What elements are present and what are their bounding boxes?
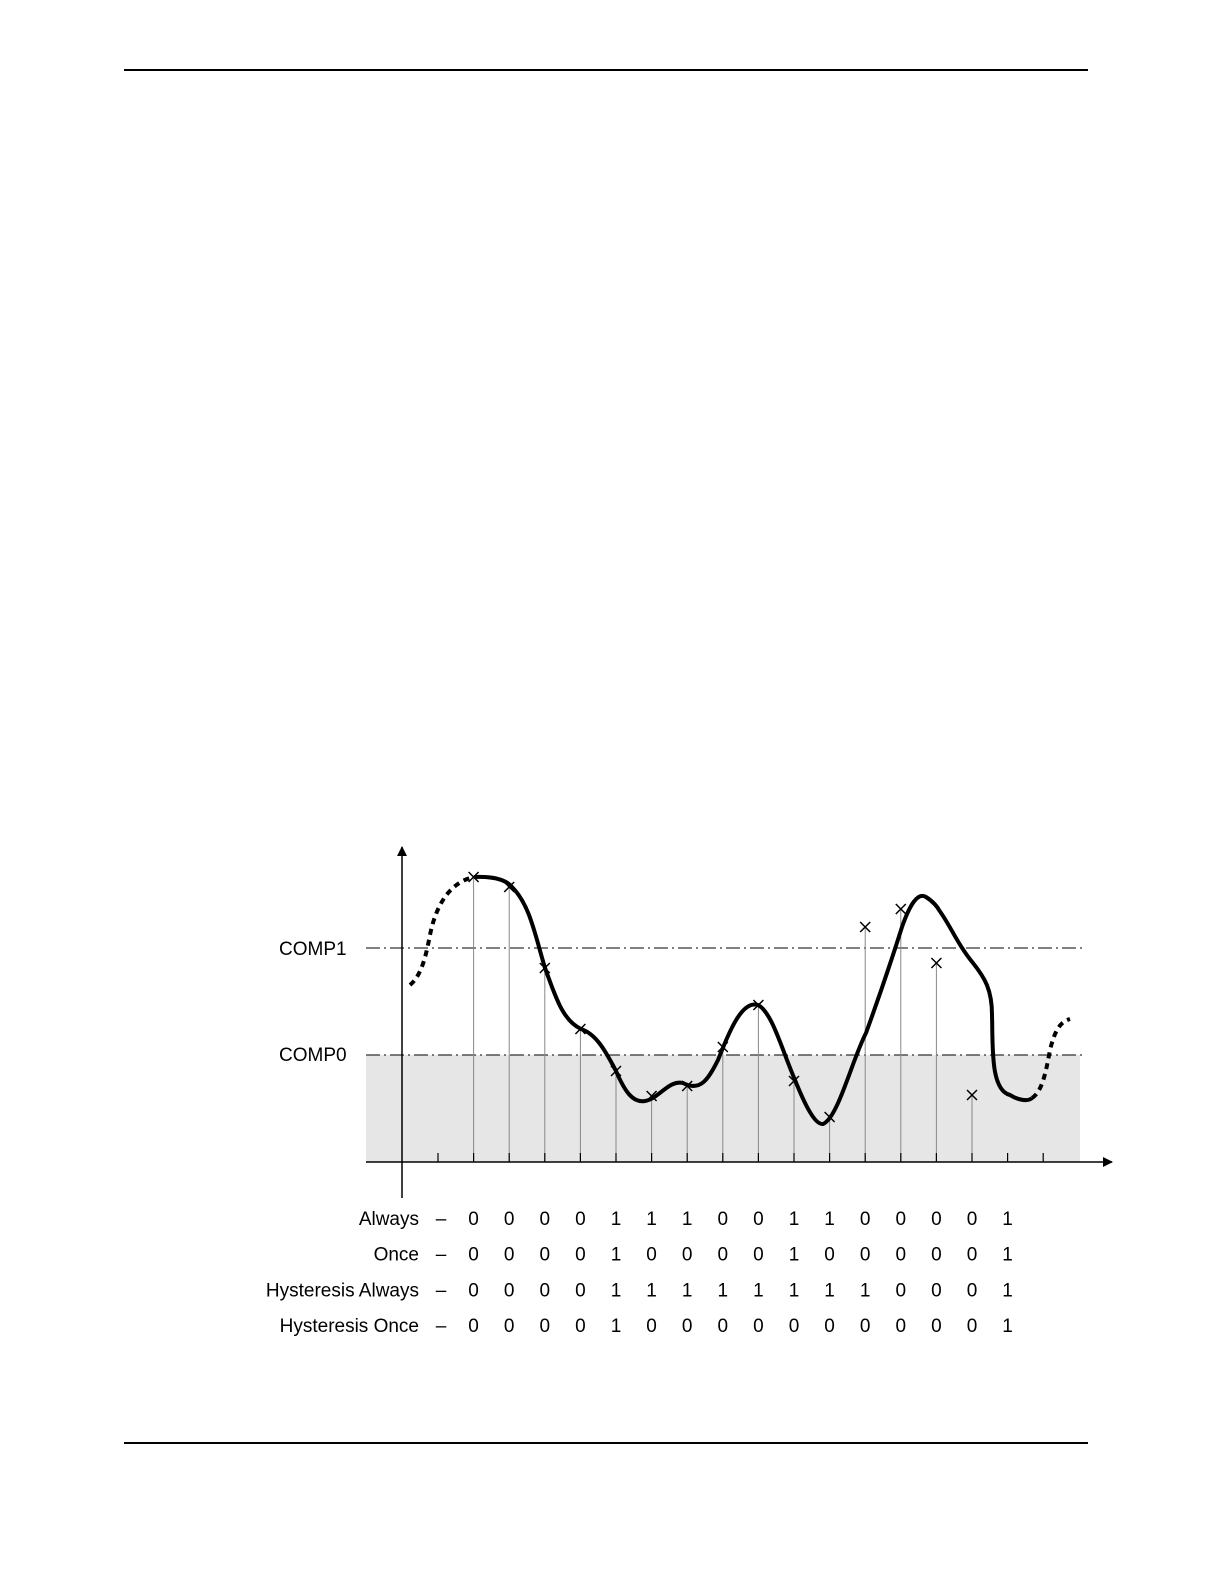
row-value: 0 <box>931 1244 942 1266</box>
row-value: 1 <box>610 1209 622 1230</box>
row-value: 0 <box>468 1209 479 1230</box>
row-value: 0 <box>788 1316 800 1338</box>
row-value: 1 <box>1002 1280 1013 1302</box>
row-value: 0 <box>468 1280 479 1302</box>
row-value: 0 <box>859 1316 871 1338</box>
row-label: Hysteresis Once <box>279 1316 419 1338</box>
row-value: 0 <box>575 1244 586 1266</box>
row-value: 1 <box>788 1244 800 1266</box>
row-value: 1 <box>859 1280 871 1302</box>
row-value: 1 <box>681 1209 693 1230</box>
row-value: 0 <box>753 1316 764 1338</box>
comp1-label: COMP1 <box>279 939 347 960</box>
row-value: 0 <box>931 1209 942 1230</box>
row-value: 1 <box>1002 1209 1013 1230</box>
footer-rule <box>124 1442 1088 1444</box>
row-value: 0 <box>966 1280 978 1302</box>
row-value: 0 <box>539 1244 551 1266</box>
row-value: 0 <box>895 1280 907 1302</box>
row-value: 0 <box>931 1280 942 1302</box>
row-label: Hysteresis Always <box>265 1280 419 1302</box>
row-label: Once <box>373 1244 419 1266</box>
row-value: 1 <box>646 1280 657 1302</box>
row-value: 0 <box>717 1316 729 1338</box>
row-value: 0 <box>646 1316 657 1338</box>
row-value: 0 <box>859 1209 871 1230</box>
row-value: 0 <box>539 1209 551 1230</box>
row-value: 0 <box>895 1244 907 1266</box>
row-value: 1 <box>788 1280 800 1302</box>
row-value: 1 <box>610 1244 622 1266</box>
output-table <box>266 1209 1013 1337</box>
row-value: 0 <box>646 1244 657 1266</box>
row-value: 1 <box>717 1280 729 1302</box>
row-value: 0 <box>717 1244 729 1266</box>
row-value: 1 <box>610 1316 622 1338</box>
row-value: 0 <box>468 1316 479 1338</box>
row-value: 0 <box>717 1209 729 1230</box>
row-value: 0 <box>503 1316 515 1338</box>
row-value: 0 <box>539 1316 551 1338</box>
row-value: 1 <box>824 1209 835 1230</box>
row-value: 0 <box>503 1280 515 1302</box>
row-value: 0 <box>575 1280 586 1302</box>
row-value: 1 <box>646 1209 657 1230</box>
row-value: 1 <box>788 1209 800 1230</box>
row-value: 0 <box>859 1244 871 1266</box>
row-value: 0 <box>966 1244 978 1266</box>
row-value: 0 <box>575 1209 586 1230</box>
row-value: 0 <box>681 1244 693 1266</box>
row-value: 1 <box>753 1280 764 1302</box>
row-value: 1 <box>610 1280 622 1302</box>
row-value: 0 <box>824 1316 835 1338</box>
row-value: 1 <box>1002 1244 1013 1266</box>
row-value: 0 <box>681 1316 693 1338</box>
row-value: 0 <box>503 1209 515 1230</box>
row-value: 1 <box>1002 1316 1013 1338</box>
row-value: 0 <box>468 1244 479 1266</box>
comp0-label: COMP0 <box>279 1045 347 1066</box>
row-value: 0 <box>895 1316 907 1338</box>
row-label: Always <box>358 1209 419 1230</box>
row-value: 0 <box>824 1244 835 1266</box>
row-value: – <box>435 1316 447 1338</box>
row-value: 0 <box>931 1316 942 1338</box>
row-value: 0 <box>895 1209 907 1230</box>
row-value: – <box>435 1209 447 1230</box>
row-value: – <box>435 1280 447 1302</box>
row-value: 0 <box>753 1244 764 1266</box>
row-value: – <box>435 1244 447 1266</box>
signal-curve-dashed-start <box>410 877 474 985</box>
row-value: 0 <box>966 1316 978 1338</box>
row-value: 0 <box>966 1209 978 1230</box>
row-value: 1 <box>824 1280 835 1302</box>
row-value: 0 <box>575 1316 586 1338</box>
row-value: 0 <box>753 1209 764 1230</box>
row-value: 0 <box>539 1280 551 1302</box>
row-value: 0 <box>503 1244 515 1266</box>
row-value: 1 <box>681 1280 693 1302</box>
